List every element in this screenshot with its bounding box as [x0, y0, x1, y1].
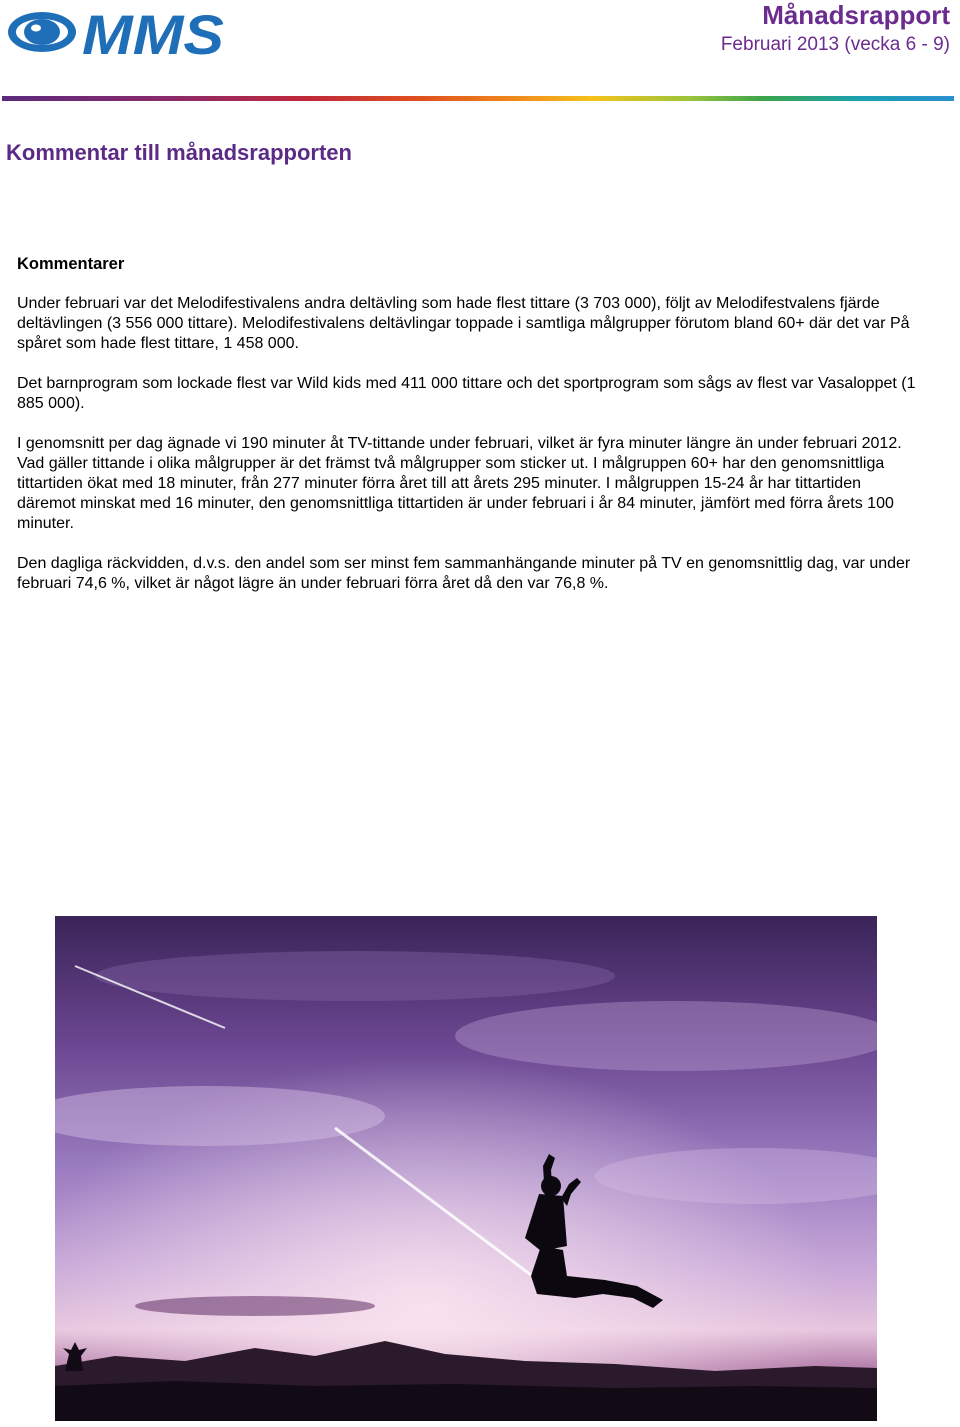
comment-paragraph: Den dagliga räckvidden, d.v.s. den andel som ser minst fem sammanhängande minuter på TV en genomsnittlig dag, var under februari 74,6 %, vilket är något lägre än under februari förra året då den var 76,8 %.	[17, 555, 911, 592]
mms-logo	[6, 4, 226, 60]
comments-section	[17, 255, 917, 614]
sky-photo	[55, 916, 877, 1421]
comment-paragraph: Det barnprogram som lockade flest var Wild kids med 411 000 tittare och det sportprogram som sågs av flest var Vasaloppet (1 885 000).	[17, 375, 916, 412]
comment-paragraph: Under februari var det Melodifestivalens andra deltävling som hade flest tittare (3 703 000), följt av Melodifestvalens fjärde deltävlingen (3 556 000 tittare). Melodifestivalens deltävlingar toppade i samtliga målgrupper förutom bland 60+ där det var På spåret som hade flest tittare, 1 458 000.	[17, 295, 910, 352]
comments-heading: Kommentarer	[17, 255, 125, 273]
header-divider	[2, 96, 954, 101]
report-subtitle: Februari 2013 (vecka 6 - 9)	[720, 34, 950, 55]
comment-paragraph: I genomsnitt per dag ägnade vi 190 minuter åt TV-tittande under februari, vilket är fyra minuter längre än under februari 2012. Vad gäller tittande i olika målgrupper är det främst två målgrupper som sticker ut. I målgruppen 60+ har den genomsnittliga tittartiden ökat med 18 minuter, från 277 minuter förra året till att årets 295 minuter. I målgruppen 15-24 år har tittartiden däremot minskat med 16 minuter, den genomsnittliga tittartiden är under februari i år 84 minuter, jämfört med förra årets 100 minuter.	[17, 435, 902, 532]
section-heading: Kommentar till månadsrapporten	[6, 140, 352, 165]
report-title: Månadsrapport	[762, 0, 950, 30]
logo-text: MMS	[82, 4, 224, 60]
